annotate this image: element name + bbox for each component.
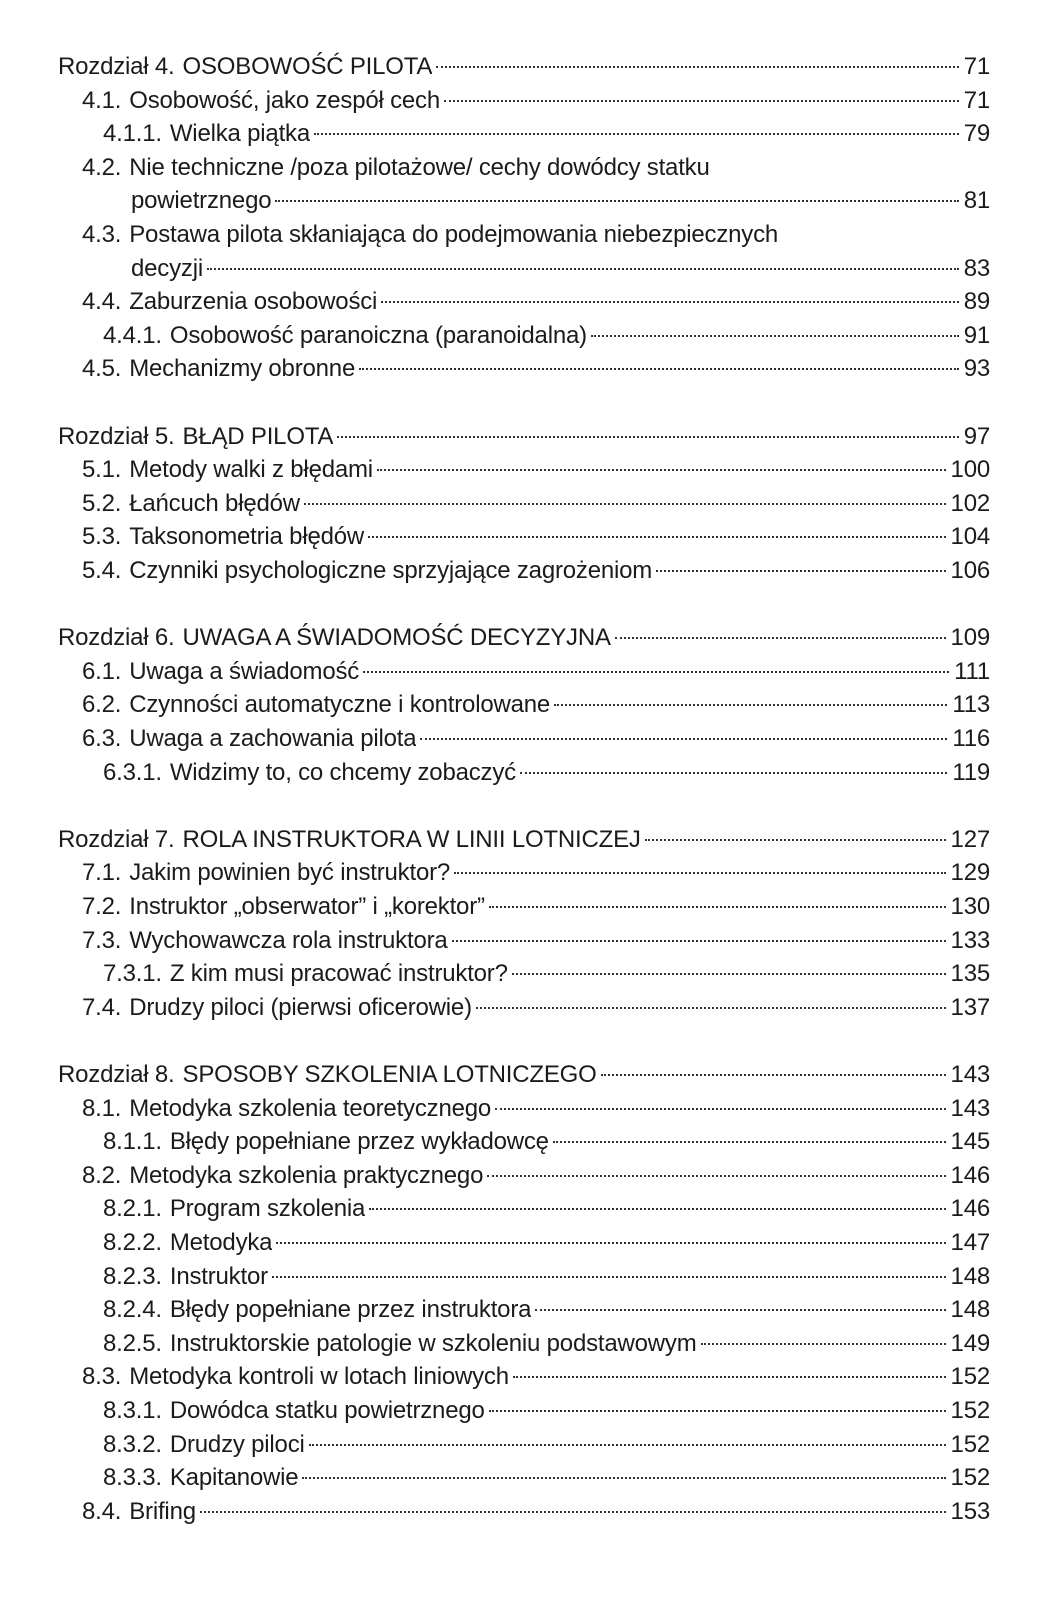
toc-entry-page: 127 (950, 825, 990, 853)
toc-entry[interactable] (103, 1428, 990, 1462)
dot-leader (476, 1007, 946, 1009)
toc-entry-page: 97 (963, 422, 990, 450)
toc-entry[interactable] (103, 117, 990, 151)
toc-entry-page: 143 (950, 1061, 990, 1088)
dot-leader (368, 536, 946, 538)
toc-entry-page: 83 (963, 254, 990, 282)
toc-entry[interactable] (103, 756, 990, 790)
toc-entry[interactable] (82, 1159, 990, 1193)
toc-entry[interactable] (82, 890, 990, 924)
toc-entry-title: Instruktor „obserwator” i „korektor” (129, 893, 485, 920)
toc-entry-page: 116 (952, 725, 990, 752)
toc-entry-title: BŁĄD PILOTA (182, 422, 334, 450)
toc-entry[interactable] (82, 991, 990, 1025)
toc-entry-number: 7.3. (82, 926, 122, 954)
toc-entry-page: 133 (950, 926, 990, 954)
toc-entry[interactable] (103, 1327, 990, 1361)
toc-entry[interactable] (82, 453, 990, 487)
toc-entry-page: 130 (950, 893, 990, 920)
toc-entry-number: Rozdział 6. (58, 624, 175, 652)
toc-entry-page: 148 (950, 1262, 990, 1290)
toc-entry[interactable] (103, 1125, 990, 1159)
toc-entry-title: Zaburzenia osobowości (129, 288, 378, 316)
toc-entry[interactable] (82, 688, 990, 722)
toc-entry-page: 153 (950, 1497, 990, 1525)
toc-entry[interactable] (82, 352, 990, 386)
toc-entry-page: 129 (950, 859, 990, 887)
toc-entry[interactable] (82, 151, 990, 185)
toc-chapter[interactable] (58, 1058, 990, 1092)
dot-leader (304, 503, 946, 505)
toc-entry-title: Brifing (129, 1497, 196, 1525)
toc-entry-number: 8.3.2. (103, 1430, 162, 1458)
toc-entry-number: 6.2. (82, 691, 122, 719)
toc-entry-title: Instruktor (169, 1262, 268, 1290)
toc-entry-title: Wychowawcza rola instruktora (129, 926, 448, 954)
dot-leader (302, 1477, 945, 1479)
dot-leader (489, 1410, 946, 1412)
toc-entry-title: Metodyka szkolenia praktycznego (129, 1161, 484, 1189)
toc-entry-number: 8.2.2. (103, 1229, 162, 1256)
toc-entry-page: 93 (963, 355, 990, 383)
toc-entry-page: 152 (950, 1363, 990, 1391)
toc-entry-number: Rozdział 5. (58, 422, 175, 450)
toc-entry-title-continuation: decyzji (131, 254, 203, 282)
dot-leader (454, 872, 946, 874)
toc-entry[interactable] (82, 285, 990, 319)
toc-entry-page: 135 (950, 960, 990, 988)
toc-entry-number: 8.2.5. (103, 1329, 162, 1357)
dot-leader (337, 436, 958, 438)
toc-entry-title: Uwaga a zachowania pilota (129, 725, 417, 752)
toc-entry[interactable] (82, 1360, 990, 1394)
toc-entry-title: Łańcuch błędów (129, 489, 300, 517)
toc-entry-number: 5.3. (82, 523, 122, 551)
toc-entry-title: Uwaga a świadomość (129, 657, 360, 685)
toc-entry[interactable] (103, 1394, 990, 1428)
toc-entry-title: Metodyka szkolenia teoretycznego (129, 1094, 492, 1122)
toc-entry-title: ROLA INSTRUKTORA W LINII LOTNICZEJ (182, 825, 641, 853)
toc-entry-page: 147 (950, 1229, 990, 1256)
toc-entry-number: 8.3.1. (103, 1397, 162, 1424)
dot-leader (276, 1242, 945, 1244)
toc-entry[interactable] (103, 1192, 990, 1226)
toc-entry-page: 152 (950, 1430, 990, 1458)
toc-entry-page: 100 (950, 456, 990, 484)
toc-entry-number: 4.5. (82, 355, 122, 383)
toc-entry-page: 148 (950, 1296, 990, 1324)
toc-entry[interactable] (103, 1260, 990, 1294)
toc-entry-number: 4.4. (82, 288, 122, 316)
toc-chapter[interactable] (58, 50, 990, 84)
dot-leader (309, 1444, 946, 1446)
dot-leader (701, 1343, 946, 1345)
toc-entry-page: 102 (950, 489, 990, 517)
toc-entry-page: 143 (950, 1094, 990, 1122)
toc-entry[interactable] (82, 1092, 990, 1126)
toc-entry-number: 4.2. (82, 153, 122, 181)
toc-entry[interactable] (103, 319, 990, 353)
dot-leader (275, 200, 958, 202)
dot-leader (381, 301, 959, 303)
toc-chapter[interactable] (58, 823, 990, 857)
toc-entry-page: 149 (950, 1329, 990, 1357)
toc-entry-number: 5.4. (82, 557, 122, 584)
dot-leader (420, 738, 947, 740)
toc-entry-page: 91 (963, 321, 990, 349)
dot-leader (535, 1309, 945, 1311)
toc-entry-page: 109 (950, 624, 990, 652)
toc-entry-continuation[interactable] (131, 252, 990, 286)
toc-entry-page: 104 (950, 523, 990, 551)
dot-leader (207, 268, 959, 270)
toc-entry-title: Czynniki psychologiczne sprzyjające zagrożeniom (129, 557, 653, 584)
toc-entry[interactable] (82, 1495, 990, 1529)
toc-entry-number: Rozdział 8. (58, 1061, 175, 1088)
dot-leader (359, 368, 959, 370)
toc-entry-title: Taksonometria błędów (129, 523, 365, 551)
dot-leader (363, 671, 949, 673)
toc-entry-number: 8.2.1. (103, 1195, 162, 1223)
toc-entry-page: 152 (950, 1397, 990, 1424)
toc-entry[interactable] (103, 1461, 990, 1495)
toc-entry-number: 8.2. (82, 1161, 122, 1189)
toc-entry-continuation[interactable] (131, 184, 990, 218)
toc-entry[interactable] (82, 84, 990, 118)
toc-entry-number: Rozdział 7. (58, 825, 175, 853)
toc-entry-page: 137 (950, 993, 990, 1021)
toc-entry-title: Drudzy piloci (pierwsi oficerowie) (129, 993, 472, 1021)
toc-entry[interactable] (82, 856, 990, 890)
dot-leader (512, 973, 946, 975)
toc-entry-title: Wielka piątka (169, 120, 310, 148)
toc-entry-page: 146 (950, 1161, 990, 1189)
toc-entry-title: Osobowość, jako zespół cech (129, 86, 440, 114)
toc-entry-title: Nie techniczne /poza pilotażowe/ cechy dowódcy statku (129, 153, 710, 181)
toc-entry[interactable] (82, 924, 990, 958)
toc-entry-page: 111 (954, 657, 990, 685)
toc-entry-title: Program szkolenia (169, 1195, 366, 1223)
toc-entry-number: Rozdział 4. (58, 53, 175, 80)
toc-entry-title: Postawa pilota skłaniająca do podejmowania niebezpiecznych (129, 221, 779, 248)
toc-entry-number: 6.3.1. (103, 758, 162, 786)
toc-entry[interactable] (103, 1293, 990, 1327)
dot-leader (520, 772, 947, 774)
toc-entry-page: 81 (963, 187, 990, 215)
toc-entry-title: UWAGA A ŚWIADOMOŚĆ DECYZYJNA (182, 624, 611, 652)
toc-entry-title: Instruktorskie patologie w szkoleniu podstawowym (169, 1329, 697, 1357)
toc-entry-title: Mechanizmy obronne (129, 355, 356, 383)
toc-entry-page: 106 (950, 557, 990, 584)
toc-entry-page: 89 (963, 288, 990, 316)
dot-leader (495, 1108, 946, 1110)
toc-entry[interactable] (103, 1226, 990, 1260)
toc-entry[interactable] (82, 520, 990, 554)
toc-entry-number: 5.2. (82, 489, 122, 517)
toc-entry[interactable] (82, 554, 990, 588)
toc-entry-number: 6.3. (82, 725, 122, 752)
dot-leader (513, 1376, 946, 1378)
toc-entry-number: 8.3. (82, 1363, 122, 1391)
toc-entry-title: Dowódca statku powietrznego (169, 1397, 485, 1424)
dot-leader (615, 637, 946, 639)
toc-entry-page: 119 (952, 758, 990, 786)
toc-entry-page: 113 (952, 691, 990, 719)
toc-entry-number: 7.2. (82, 893, 122, 920)
dot-leader (369, 1208, 945, 1210)
dot-leader (601, 1074, 946, 1076)
dot-leader (444, 100, 959, 102)
toc-entry-number: 4.1.1. (103, 120, 162, 148)
toc-entry-page: 145 (950, 1128, 990, 1156)
dot-leader (436, 66, 958, 68)
dot-leader (487, 1175, 945, 1177)
toc-entry-title: Czynności automatyczne i kontrolowane (129, 691, 551, 719)
toc-entry-number: 8.4. (82, 1497, 122, 1525)
toc-entry[interactable] (82, 655, 990, 689)
dot-leader (314, 133, 959, 135)
dot-leader (656, 570, 945, 572)
toc-entry-number: 8.1. (82, 1094, 122, 1122)
toc-entry-page: 152 (950, 1464, 990, 1492)
toc-entry-number: 8.3.3. (103, 1464, 162, 1492)
dot-leader (272, 1276, 946, 1278)
toc-entry-title: Metodyka kontroli w lotach liniowych (129, 1363, 509, 1391)
toc-entry-number: 7.1. (82, 859, 122, 887)
toc-entry[interactable] (82, 218, 990, 252)
toc-entry-page: 71 (963, 53, 990, 80)
toc-entry-page: 146 (950, 1195, 990, 1223)
dot-leader (645, 839, 946, 841)
toc-entry-number: 8.1.1. (103, 1128, 162, 1156)
toc-chapter[interactable] (58, 420, 990, 454)
toc-entry-title: SPOSOBY SZKOLENIA LOTNICZEGO (182, 1061, 597, 1088)
dot-leader (554, 704, 947, 706)
toc-entry[interactable] (82, 487, 990, 521)
dot-leader (377, 469, 946, 471)
toc-entry-title: Z kim musi pracować instruktor? (169, 960, 508, 988)
toc-entry-title: Metody walki z błędami (129, 456, 373, 484)
dot-leader (553, 1141, 946, 1143)
dot-leader (452, 940, 946, 942)
toc-entry[interactable] (103, 957, 990, 991)
toc-entry-title: Osobowość paranoiczna (paranoidalna) (169, 321, 587, 349)
toc-chapter[interactable] (58, 621, 990, 655)
toc-entry-number: 4.4.1. (103, 321, 162, 349)
dot-leader (200, 1511, 946, 1513)
toc-entry-page: 71 (963, 86, 990, 114)
toc-entry-page: 79 (963, 120, 990, 148)
dot-leader (591, 335, 959, 337)
toc-entry-title: Drudzy piloci (169, 1430, 305, 1458)
toc-entry-title: Kapitanowie (169, 1464, 299, 1492)
toc-entry-title: Widzimy to, co chcemy zobaczyć (169, 758, 516, 786)
toc-entry[interactable] (82, 722, 990, 756)
toc-entry-title: Błędy popełniane przez wykładowcę (169, 1128, 549, 1156)
toc-entry-number: 7.3.1. (103, 960, 162, 988)
toc-entry-number: 4.3. (82, 221, 122, 248)
toc-entry-number: 5.1. (82, 456, 122, 484)
toc-entry-number: 4.1. (82, 86, 122, 114)
toc-entry-title: OSOBOWOŚĆ PILOTA (182, 53, 433, 80)
toc-entry-title: Błędy popełniane przez instruktora (169, 1296, 532, 1324)
toc-entry-number: 7.4. (82, 993, 122, 1021)
toc-entry-title: Metodyka (169, 1229, 273, 1256)
toc-entry-title-continuation: powietrznego (131, 187, 272, 215)
toc-entry-number: 8.2.4. (103, 1296, 162, 1324)
dot-leader (489, 906, 946, 908)
toc-entry-number: 6.1. (82, 657, 122, 685)
toc-entry-number: 8.2.3. (103, 1262, 162, 1290)
toc-entry-title: Jakim powinien być instruktor? (129, 859, 451, 887)
